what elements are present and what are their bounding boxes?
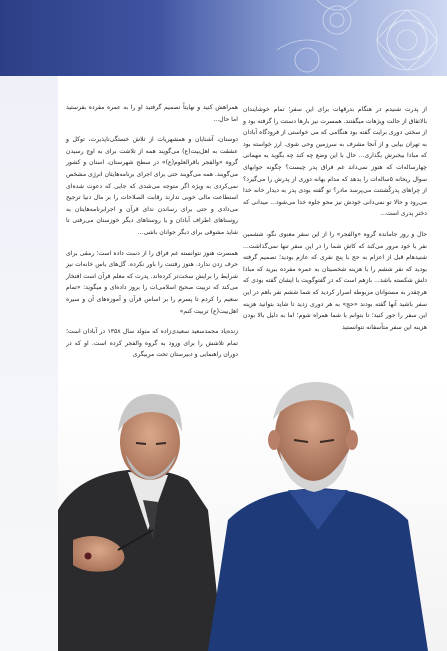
paragraph: از پدرت شنیدم در هنگام بدرقهات برای این سفر؛ تمام خوشایندان بالاتفاق از حالت ویژهات میگفتند. همسرت نیز بارها دستت را گرفته بود و از سختی دوری برایت گفته بود هنگامی که می خواستی از فرودگاه آبادان به تهران بیایی و از آنجا مشرف به سرزمین وحی شوی. ارز خواسته بود که مبادا بیخبرش بگذاری... حال با این وضع چه کند چه بگوید به مهمانی چهارساله‌ات که هنوز نمی‌داند غم فراق پدر چیست؟ چگونه جوابهای سوال ریحانه ۵ساله‌ات را بدهد که مدام بهانه دوری از پدرش را می‌گیرد؟ از چراهای پدرکُشتنت می‌پرسد مادر؟ تو گفته بودی پدر به دیدار خانه خدا می‌رود و حالا تو نمی‌دانی خودش نیز محو جلوه خدا می‌شود... میدانی که دختر پدری است... — [243, 106, 428, 218]
article-column-right — [243, 104, 427, 342]
photo-two-men — [58, 380, 447, 651]
side-strip — [0, 76, 58, 651]
paragraph: حال و روز جامانده گروه «والفجر» را از این سفر معنوی نگو، ششمین نفر با خود مرور می‌کند که کاش شما را در این سفر تنها نمی‌گذاشت... شنیدهام قبل از اعزام به حج با پنج نفری که عازم بودید؛ تصمیم گرفته بودید که نفر ششم را با هزینه شخصیتان به عمره مفرده ببرید که مبادا دلش شکسته باشد... بازهم است که در گفتوگویت با ایشان گفته بودی که هرچقدر به مستوانان مربوطه اصرار کردید که شما ششم نفر باهم در این سفر باشید آنها گفته بودند «حج» به هر دوری زدید تا شاید بتوانید هزینه این سفر را جور کنید؛ تا بتوانم با شما همراه شوم؛ اما به دلیل بالا بودن هزینه این سفر متأسفانه نتوانستید — [243, 230, 427, 331]
two-men-portrait-icon — [58, 380, 447, 651]
paragraph: همسرت هنوز نتوانسته غم فراق را از دست داده است؛ رمقی برای حرف زدن ندارد. هنوز رفتنت را باور نکرده. گل‌های یاس خانه‌ات نیز شرایط را برایش سخت‌تر کرده‌اند. پدرت که معلم قرآن است افتخار می‌کند که تربیت صحیح اسلامی‌ات را بروز داده‌ای و میگوید: «تمام سعیم را کردم تا پسرم را بر اساس قرآن و آموزه‌های آن و سیره اهل‌بیت(ع) تربیت کنم» — [66, 249, 238, 315]
decorative-pattern-icon — [277, 0, 447, 78]
article-column-left — [66, 102, 238, 370]
paragraph: دوستان، آشنایان و همشهریات از تلاش خستگی‌ناپذیرت، توکل و عشقت به اهل‌بیت(ع) می‌گویند همه از تلاشت برای به اوج رسیدن گروه «والفجر باقرالعلوم(ع)» در سطح شهرستان، استان و کشور می‌گویند. همه می‌گویند حتی برای اجرای برنامه‌هایتان انرژی مشخص نمی‌کردی به ویژه اگر متوجه می‌شدی که جایی که دعوت شده‌ای استطاعت مالی خوبی ندارند رقابت الصلاحات را بر مال دنیا ترجیح می‌دادی و حتی برای رساندن ندای قرآن و اجرابرنامه‌هایتان به روستاهای اطراف آبادان و یا روستاهای دیگر خوزستان می‌رفتی تا شاید مشوقی برای دیگر جوانان باشی... — [66, 136, 238, 236]
paragraph: زنده‌یاد محمدسعید سعیدی‌زاده که متولد سال ۱۳۵۸ در آبادان است؛ تمام تلاشش را برای ورود به گروه والفجر کرده است. او که در دوران راهنمایی و دبیرستان تحت مربیگری — [66, 328, 238, 359]
paragraph: همراهش کنید و نهایتاً تصمیم گرفتید او را به عمره مفرده بفرستید اما حال... — [66, 104, 238, 123]
